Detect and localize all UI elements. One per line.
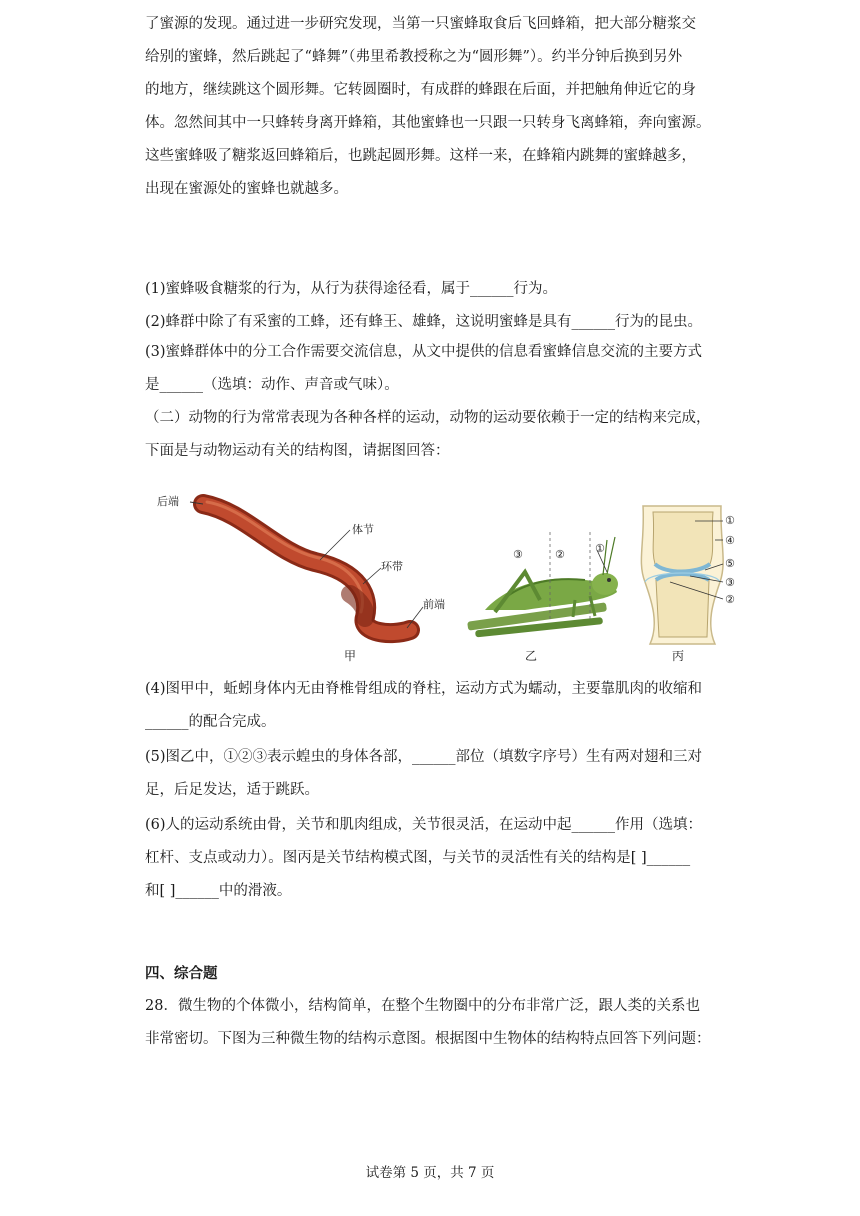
joint-illustration: [641, 506, 735, 663]
label-joint-3: ③: [725, 576, 735, 589]
movement-structure-figure: [145, 492, 745, 672]
question-4: (4)图甲中，蚯蚓身体内无由脊椎骨组成的脊柱，运动方式为蠕动，主要靠肌肉的收缩和 ______的配合完成。: [145, 681, 703, 730]
label-front-end: 前端: [423, 598, 445, 611]
label-joint-2: ②: [725, 593, 735, 606]
passage-line: 给别的蜜蜂，然后跳起了“蜂舞”（弗里希教授称之为“圆形舞”）。约半分钟后换到另外: [145, 49, 683, 65]
passage-line: 出现在蜜源处的蜜蜂也就越多。: [145, 181, 348, 197]
caption-yi: 乙: [525, 649, 538, 663]
page-footer: 试卷第 5 页，共 7 页: [365, 1165, 495, 1181]
passage-line: 这些蜜蜂吸了糖浆返回蜂箱后，也跳起圆形舞。这样一来，在蜂箱内跳舞的蜜蜂越多，: [145, 148, 696, 164]
passage-line: 了蜜源的发现。通过进一步研究发现，当第一只蜜蜂取食后飞回蜂箱，把大部分糖浆交: [145, 16, 696, 32]
reading-passage: [145, 8, 725, 206]
section-heading: 四、综合题: [145, 966, 218, 982]
label-segment: 体节: [352, 523, 374, 536]
question-1: (1)蜜蜂吸食糖浆的行为，从行为获得途径看，属于______行为。: [145, 281, 558, 297]
question-6: (6)人的运动系统由骨，关节和肌肉组成，关节很灵活，在运动中起______作用（选填： 杠杆、支点或动力）。图丙是关节结构模式图，与关节的灵活性有关的结构是[ ]______ 和[ ]______中的滑液。: [145, 817, 703, 899]
passage-line: 体。忽然间其中一只蜂转身离开蜂箱，其他蜜蜂也一只跟一只转身飞离蜂箱，奔向蜜源。: [145, 115, 711, 131]
label-grasshopper-1: ①: [595, 542, 605, 555]
passage-line: 的地方，继续跳这个圆形舞。它转圆圈时，有成群的蜂跟在后面，并把触角伸近它的身: [145, 82, 696, 98]
label-grasshopper-3: ③: [513, 548, 523, 561]
label-joint-4: ④: [725, 534, 735, 547]
question-28: 28．微生物的个体微小，结构简单，在整个生物圈中的分布非常广泛，跟人类的关系也 非常密切。下图为三种微生物的结构示意图。根据图中生物体的结构特点回答下列问题：: [145, 998, 711, 1047]
question-5: (5)图乙中，①②③表示蝗虫的身体各部，______部位（填数字序号）生有两对翅和三对 足，后足发达，适于跳跃。: [145, 749, 703, 798]
label-clitellum: 环带: [381, 560, 403, 573]
label-joint-1: ①: [725, 514, 735, 527]
label-back-end: 后端: [157, 495, 179, 508]
caption-jia: 甲: [344, 649, 357, 663]
label-grasshopper-2: ②: [555, 548, 565, 561]
part-two-intro: （二）动物的行为常常表现为各种各样的运动，动物的运动要依赖于一定的结构来完成， 下面是与动物运动有关的结构图，请据图回答：: [145, 410, 711, 459]
grasshopper-illustration: [467, 532, 618, 663]
question-3: (3)蜜蜂群体中的分工合作需要交流信息，从文中提供的信息看蜜蜂信息交流的主要方式 是______（选填：动作、声音或气味）。: [145, 344, 703, 393]
question-2: (2)蜂群中除了有采蜜的工蜂，还有蜂王、雄蜂，这说明蜜蜂是具有______行为的昆虫。: [145, 314, 703, 330]
earthworm-illustration: [157, 494, 445, 663]
caption-bing: 丙: [672, 649, 685, 663]
label-joint-5: ⑤: [725, 557, 735, 570]
